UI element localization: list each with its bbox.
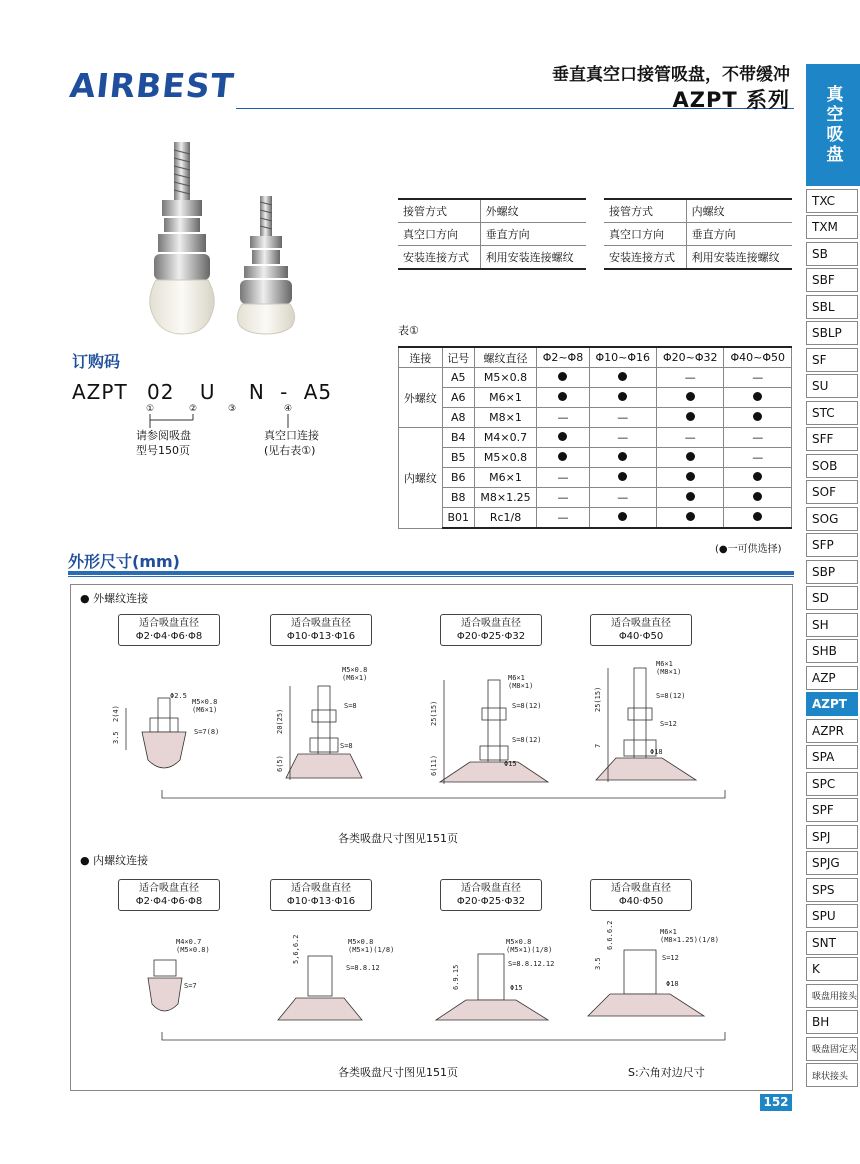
code-cell: B5	[442, 448, 474, 468]
available-dot-icon	[618, 472, 627, 481]
thread-cell: Rc1/8	[474, 508, 537, 529]
availability-cell: —	[537, 508, 589, 529]
sidebar-item[interactable]: SPC	[806, 772, 858, 796]
sidebar-item[interactable]: SPA	[806, 745, 858, 769]
available-dot-icon	[686, 512, 695, 521]
svg-text:S=8: S=8	[344, 702, 357, 710]
available-dot-icon	[753, 472, 762, 481]
column-header: 螺纹直径	[474, 347, 537, 368]
available-dot-icon	[558, 372, 567, 381]
svg-text:(M6×1): (M6×1)	[192, 706, 218, 714]
code-cell: A6	[442, 388, 474, 408]
svg-text:(M8×1.25)(1/8): (M8×1.25)(1/8)	[660, 936, 720, 944]
availability-cell	[589, 468, 656, 488]
available-dot-icon	[558, 452, 567, 461]
svg-text:M5×0.8: M5×0.8	[506, 938, 532, 946]
code-cell: B8	[442, 488, 474, 508]
availability-cell: —	[589, 408, 656, 428]
sidebar-item[interactable]: SPU	[806, 904, 858, 928]
availability-cell: —	[537, 408, 589, 428]
sidebar-item[interactable]: STC	[806, 401, 858, 425]
thread-cell: M6×1	[474, 388, 537, 408]
available-dot-icon	[558, 432, 567, 441]
svg-text:7: 7	[594, 743, 602, 748]
svg-text:Φ15: Φ15	[510, 984, 523, 992]
svg-text:Φ2.5: Φ2.5	[170, 692, 187, 700]
brand-logo: AIRBEST	[67, 66, 237, 105]
sidebar	[806, 64, 860, 1087]
spec-row	[398, 199, 586, 223]
svg-text:M5×0.8: M5×0.8	[342, 666, 368, 674]
availability-cell	[537, 428, 589, 448]
code-cell: B4	[442, 428, 474, 448]
svg-text:M6×1: M6×1	[656, 660, 673, 668]
sidebar-item[interactable]: SFP	[806, 533, 858, 557]
svg-text:S=8(12): S=8(12)	[656, 692, 686, 700]
table-row	[399, 408, 792, 428]
available-dot-icon	[686, 472, 695, 481]
code-connection: A5	[303, 380, 333, 404]
availability-cell: —	[589, 428, 656, 448]
svg-text:6.9.15: 6.9.15	[452, 964, 460, 990]
svg-text:2(4): 2(4)	[112, 705, 120, 722]
section-title: 外形尺寸(mm)	[68, 552, 180, 571]
spec-key: 安装连接方式	[398, 246, 480, 270]
code-cell: B01	[442, 508, 474, 529]
availability-cell	[724, 408, 792, 428]
internal-label: ● 内螺纹连接	[80, 854, 149, 867]
availability-cell: —	[537, 468, 589, 488]
column-header: Φ10~Φ16	[589, 347, 656, 368]
svg-text:(M8×1): (M8×1)	[508, 682, 534, 690]
sidebar-item[interactable]: SPJG	[806, 851, 858, 875]
spec-row	[604, 223, 792, 246]
external-footer: 各类吸盘尺寸图见151页	[338, 832, 458, 845]
available-dot-icon	[618, 372, 627, 381]
sidebar-item[interactable]: 球状接头	[806, 1063, 858, 1087]
table-row	[399, 508, 792, 529]
availability-cell	[724, 388, 792, 408]
code-buffer: N	[248, 380, 265, 404]
available-dot-icon	[753, 492, 762, 501]
sidebar-item[interactable]: SOB	[806, 454, 858, 478]
sidebar-item[interactable]: 吸盘用接头	[806, 984, 858, 1008]
hex-note: S:六角对边尺寸	[628, 1066, 705, 1079]
spec-key: 真空口方向	[398, 223, 480, 246]
availability-cell: —	[537, 488, 589, 508]
availability-cell	[589, 388, 656, 408]
svg-text:(M8×1): (M8×1)	[656, 668, 682, 676]
svg-text:S=8: S=8	[340, 742, 353, 750]
spec-value: 利用安装连接螺纹	[480, 246, 586, 270]
thread-cell: M4×0.7	[474, 428, 537, 448]
marker-3: ③	[228, 404, 237, 414]
svg-text:S=7: S=7	[184, 982, 197, 990]
column-header: Φ2~Φ8	[537, 347, 589, 368]
spec-key: 接管方式	[398, 199, 480, 223]
code-cell: A8	[442, 408, 474, 428]
code-diameter: 02	[147, 380, 175, 404]
svg-text:(M5×1)(1/8): (M5×1)(1/8)	[348, 946, 395, 954]
available-dot-icon	[618, 392, 627, 401]
section-rule-thin	[68, 576, 794, 577]
page-number: 152	[760, 1094, 792, 1111]
sidebar-item[interactable]: BH	[806, 1010, 858, 1034]
availability-cell	[537, 368, 589, 388]
table-row	[399, 368, 792, 388]
svg-text:5,6,6.2: 5,6,6.2	[292, 934, 300, 964]
svg-text:Φ18: Φ18	[666, 980, 679, 988]
svg-text:(M5×1)(1/8): (M5×1)(1/8)	[506, 946, 553, 954]
available-dot-icon	[686, 492, 695, 501]
sidebar-item[interactable]: SBL	[806, 295, 858, 319]
code-material: U	[199, 380, 216, 404]
marker-2: ②	[189, 404, 198, 414]
thread-cell: M5×0.8	[474, 368, 537, 388]
marker-4: ④	[284, 404, 293, 414]
svg-text:S=12: S=12	[660, 720, 677, 728]
available-dot-icon	[686, 452, 695, 461]
sidebar-item[interactable]: K	[806, 957, 858, 981]
suction-diameter-badge: 适合吸盘直径 Φ20·Φ25·Φ32	[440, 879, 542, 911]
order-note-right: 真空口连接 (见右表①)	[264, 429, 319, 457]
svg-text:S=12: S=12	[662, 954, 679, 962]
internal-footer: 各类吸盘尺寸图见151页	[338, 1066, 458, 1079]
table-caption: 表①	[398, 324, 419, 337]
sidebar-item[interactable]: SPS	[806, 878, 858, 902]
sidebar-item[interactable]: SD	[806, 586, 858, 610]
table-row	[399, 448, 792, 468]
availability-cell	[724, 488, 792, 508]
external-drawings	[100, 650, 800, 830]
spec-value: 垂直方向	[480, 223, 586, 246]
sidebar-item[interactable]: SF	[806, 348, 858, 372]
order-title: 订购码	[72, 352, 121, 371]
available-dot-icon	[558, 392, 567, 401]
svg-text:(M6×1): (M6×1)	[342, 674, 368, 682]
available-dot-icon	[753, 412, 762, 421]
sidebar-item[interactable]: SNT	[806, 931, 858, 955]
spec-table-external	[398, 198, 586, 270]
svg-text:S=8.8.12: S=8.8.12	[346, 964, 380, 972]
code-dash: -	[280, 380, 289, 404]
column-header: 连接	[399, 347, 443, 368]
thread-cell: M8×1.25	[474, 488, 537, 508]
column-header: Φ40~Φ50	[724, 347, 792, 368]
suction-diameter-badge: 适合吸盘直径 Φ2·Φ4·Φ6·Φ8	[118, 879, 220, 911]
availability-cell	[657, 408, 724, 428]
svg-text:M6×1: M6×1	[660, 928, 677, 936]
sidebar-item[interactable]: SBF	[806, 268, 858, 292]
spec-row	[604, 246, 792, 270]
column-header: 记号	[442, 347, 474, 368]
available-dot-icon	[753, 392, 762, 401]
spec-key: 安装连接方式	[604, 246, 686, 270]
availability-cell: —	[589, 488, 656, 508]
sidebar-item[interactable]: SPF	[806, 798, 858, 822]
spec-value: 内螺纹	[686, 199, 792, 223]
thread-cell: M6×1	[474, 468, 537, 488]
sidebar-item[interactable]: SU	[806, 374, 858, 398]
internal-drawings	[100, 920, 800, 1060]
option-legend: (●一可供选择)	[715, 544, 782, 555]
availability-cell	[589, 448, 656, 468]
suction-diameter-badge: 适合吸盘直径 Φ10·Φ13·Φ16	[270, 614, 372, 646]
suction-diameter-badge: 适合吸盘直径 Φ40·Φ50	[590, 879, 692, 911]
available-dot-icon	[618, 452, 627, 461]
svg-text:S=7(8): S=7(8)	[194, 728, 220, 736]
svg-text:S=8(12): S=8(12)	[512, 702, 542, 710]
svg-text:M4×0.7: M4×0.7	[176, 938, 202, 946]
availability-cell: —	[724, 448, 792, 468]
spec-value: 外螺纹	[480, 199, 586, 223]
code-series: AZPT	[72, 380, 128, 404]
svg-text:M5×0.8: M5×0.8	[348, 938, 374, 946]
available-dot-icon	[753, 512, 762, 521]
suction-diameter-badge: 适合吸盘直径 Φ10·Φ13·Φ16	[270, 879, 372, 911]
svg-text:Φ18: Φ18	[650, 748, 663, 756]
svg-text:3.5: 3.5	[594, 957, 602, 970]
suction-diameter-badge: 适合吸盘直径 Φ40·Φ50	[590, 614, 692, 646]
sidebar-item[interactable]: SB	[806, 242, 858, 266]
sidebar-item[interactable]: TXC	[806, 189, 858, 213]
page-title: AZPT 系列	[672, 88, 790, 112]
suction-diameter-badge: 适合吸盘直径 Φ20·Φ25·Φ32	[440, 614, 542, 646]
page-subtitle: 垂直真空口接管吸盘，不带缓冲	[552, 65, 790, 85]
code-cell: A5	[442, 368, 474, 388]
availability-cell	[657, 508, 724, 529]
availability-cell	[657, 468, 724, 488]
table-row	[399, 468, 792, 488]
table-row	[399, 488, 792, 508]
sidebar-item[interactable]: AZPT	[806, 692, 858, 716]
sidebar-item[interactable]: AZPR	[806, 719, 858, 743]
sidebar-item[interactable]: 吸盘固定夹	[806, 1037, 858, 1061]
sidebar-category[interactable]: 真空吸盘	[806, 64, 860, 186]
table-row	[399, 388, 792, 408]
svg-text:3.5: 3.5	[112, 731, 120, 744]
svg-text:M6×1: M6×1	[508, 674, 525, 682]
svg-text:S=8.8.12.12: S=8.8.12.12	[508, 960, 555, 968]
availability-cell: —	[724, 368, 792, 388]
section-rule	[68, 571, 794, 575]
availability-cell: —	[657, 428, 724, 448]
sidebar-item[interactable]: SFF	[806, 427, 858, 451]
svg-text:Φ15: Φ15	[504, 760, 517, 768]
suction-diameter-badge: 适合吸盘直径 Φ2·Φ4·Φ6·Φ8	[118, 614, 220, 646]
table-header	[399, 347, 792, 368]
order-code	[72, 380, 332, 404]
spec-value: 利用安装连接螺纹	[686, 246, 792, 270]
column-header: Φ20~Φ32	[657, 347, 724, 368]
spec-row	[398, 223, 586, 246]
availability-cell	[657, 488, 724, 508]
spec-key: 真空口方向	[604, 223, 686, 246]
table-row	[399, 428, 792, 448]
sidebar-item[interactable]: TXM	[806, 215, 858, 239]
connection-type: 外螺纹	[399, 368, 443, 428]
svg-text:S=8(12): S=8(12)	[512, 736, 542, 744]
spec-key: 接管方式	[604, 199, 686, 223]
svg-text:25(15): 25(15)	[594, 686, 602, 712]
marker-1: ①	[146, 404, 155, 414]
svg-text:(M5×0.8): (M5×0.8)	[176, 946, 210, 954]
sidebar-item[interactable]: SOG	[806, 507, 858, 531]
availability-cell	[724, 468, 792, 488]
sidebar-item[interactable]: SOF	[806, 480, 858, 504]
availability-cell	[657, 388, 724, 408]
external-label: ● 外螺纹连接	[80, 592, 149, 605]
thread-cell: M8×1	[474, 408, 537, 428]
spec-value: 垂直方向	[686, 223, 792, 246]
sidebar-item[interactable]: SHB	[806, 639, 858, 663]
sidebar-item[interactable]: SH	[806, 613, 858, 637]
svg-text:25(15): 25(15)	[430, 700, 438, 726]
thread-cell: M5×0.8	[474, 448, 537, 468]
code-cell: B6	[442, 468, 474, 488]
spec-row	[604, 199, 792, 223]
availability-cell	[589, 508, 656, 529]
availability-cell	[537, 388, 589, 408]
svg-text:20(25): 20(25)	[276, 708, 284, 734]
availability-cell	[657, 448, 724, 468]
sidebar-item[interactable]: SPJ	[806, 825, 858, 849]
svg-text:6.6.6.2: 6.6.6.2	[606, 920, 614, 950]
svg-text:6(5): 6(5)	[276, 755, 284, 772]
spec-row	[398, 246, 586, 270]
available-dot-icon	[618, 512, 627, 521]
connection-type: 内螺纹	[399, 428, 443, 529]
connection-option-table	[398, 346, 792, 529]
availability-cell: —	[657, 368, 724, 388]
available-dot-icon	[686, 412, 695, 421]
availability-cell: —	[724, 428, 792, 448]
availability-cell	[537, 448, 589, 468]
sidebar-item[interactable]: SBLP	[806, 321, 858, 345]
spec-table-internal	[604, 198, 792, 270]
product-photo	[140, 138, 320, 338]
availability-cell	[724, 508, 792, 529]
availability-cell	[589, 368, 656, 388]
sidebar-item[interactable]: SBP	[806, 560, 858, 584]
available-dot-icon	[686, 392, 695, 401]
svg-text:6(11): 6(11)	[430, 754, 438, 776]
sidebar-item[interactable]: AZP	[806, 666, 858, 690]
svg-text:M5×0.8: M5×0.8	[192, 698, 218, 706]
order-note-left: 请参阅吸盘 型号150页	[136, 429, 191, 457]
